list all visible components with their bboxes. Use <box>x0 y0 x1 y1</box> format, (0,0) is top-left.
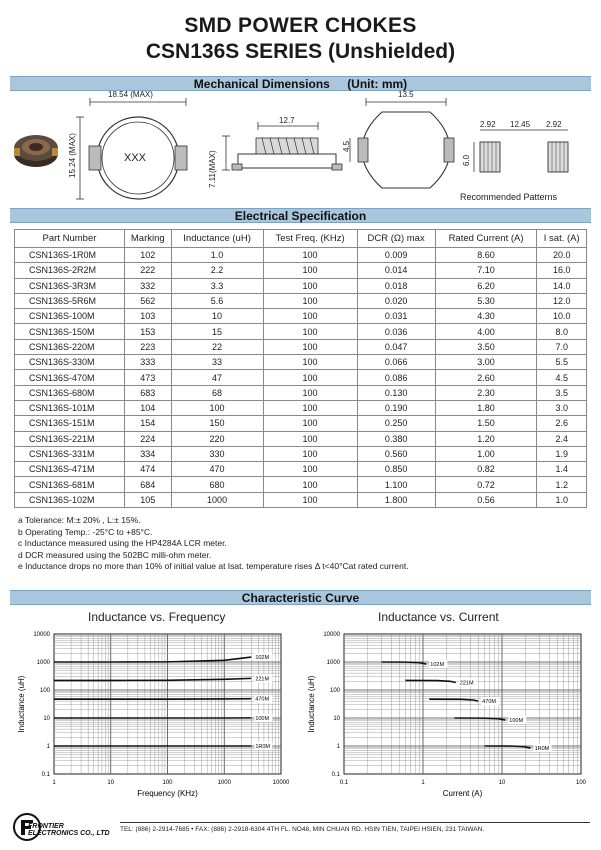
table-cell: 100 <box>263 446 357 461</box>
table-row <box>15 446 587 461</box>
table-cell: 0.380 <box>357 431 435 446</box>
dim-pad-width-2: 2.92 <box>546 120 562 129</box>
y-tick-label: 10000 <box>33 632 50 638</box>
table-cell: 1.0 <box>537 492 587 507</box>
table-cell: 12.0 <box>537 293 587 308</box>
dim-core-width: 12.7 <box>279 116 295 125</box>
table-cell: CSN136S-100M <box>15 309 125 324</box>
table-cell: 4.5 <box>537 370 587 385</box>
table-cell: 104 <box>124 400 171 415</box>
column-header: I sat. (A) <box>537 230 587 248</box>
table-cell: 470 <box>171 462 263 477</box>
table-cell: 4.30 <box>435 309 537 324</box>
table-cell: 7.10 <box>435 263 537 278</box>
table-cell: CSN136S-3R3M <box>15 278 125 293</box>
table-row <box>15 339 587 354</box>
table-cell: 10 <box>171 309 263 324</box>
table-cell: CSN136S-331M <box>15 446 125 461</box>
characteristic-heading: Characteristic Curve <box>241 591 360 605</box>
x-tick-label: 10 <box>498 780 506 786</box>
dim-side-width: 13.5 <box>398 90 414 99</box>
series-label: 100M <box>509 717 524 724</box>
series-label: 102M <box>430 661 445 668</box>
chart-inductance-vs-frequency <box>10 628 295 808</box>
table-cell: 47 <box>171 370 263 385</box>
table-cell: 333 <box>124 355 171 370</box>
table-row <box>15 324 587 339</box>
table-cell: 22 <box>171 339 263 354</box>
y-axis-label: Inductance (uH) <box>307 675 316 733</box>
table-cell: 100 <box>171 400 263 415</box>
table-header-row <box>15 230 587 248</box>
notes-list <box>18 515 409 573</box>
top-view-drawing <box>76 98 187 199</box>
table-cell: 334 <box>124 446 171 461</box>
table-cell: 1.20 <box>435 431 537 446</box>
electrical-band <box>10 208 591 223</box>
mechanical-unit: (Unit: mm) <box>347 77 408 91</box>
table-cell: 100 <box>263 431 357 446</box>
x-tick-label: 10 <box>107 780 115 786</box>
series-label: 1R0M <box>534 745 550 752</box>
note-item: d DCR measured using the 502BC milli-ohm meter. <box>18 549 212 560</box>
table-cell: CSN136S-680M <box>15 385 125 400</box>
table-cell: 0.014 <box>357 263 435 278</box>
table-cell: 100 <box>263 293 357 308</box>
column-header: Test Freq. (KHz) <box>263 230 357 248</box>
chart-inductance-vs-current <box>300 628 595 808</box>
electrical-heading: Electrical Specification <box>234 209 367 223</box>
table-cell: 2.2 <box>171 263 263 278</box>
x-tick-label: 0.1 <box>339 780 349 786</box>
series-label: 1R0M <box>255 744 270 750</box>
table-cell: CSN136S-2R2M <box>15 263 125 278</box>
table-cell: CSN136S-330M <box>15 355 125 370</box>
table-cell: 100 <box>263 248 357 263</box>
table-cell: 100 <box>263 370 357 385</box>
table-row <box>15 416 587 431</box>
table-cell: 0.560 <box>357 446 435 461</box>
table-cell: 222 <box>124 263 171 278</box>
table-row <box>15 309 587 324</box>
table-cell: 0.009 <box>357 248 435 263</box>
y-tick-label: 0.1 <box>331 772 340 778</box>
table-row <box>15 278 587 293</box>
characteristic-band <box>10 590 591 605</box>
table-row <box>15 477 587 492</box>
table-cell: 100 <box>263 416 357 431</box>
table-cell: 0.250 <box>357 416 435 431</box>
table-cell: CSN136S-220M <box>15 339 125 354</box>
table-cell: 150 <box>171 416 263 431</box>
marking-code: XXX <box>124 152 147 164</box>
x-tick-label: 100 <box>575 780 587 786</box>
table-cell: 0.018 <box>357 278 435 293</box>
table-cell: 15 <box>171 324 263 339</box>
table-cell: 473 <box>124 370 171 385</box>
logo-line-2: ELECTRONICS CO., LTD <box>28 830 110 837</box>
table-cell: 8.60 <box>435 248 537 263</box>
table-cell: 7.0 <box>537 339 587 354</box>
chart-title-frequency: Inductance vs. Frequency <box>88 610 226 624</box>
dim-height-max: 15.24 (MAX) <box>68 133 77 178</box>
series-label: 470M <box>482 699 496 706</box>
table-cell: 100 <box>263 278 357 293</box>
table-cell: 68 <box>171 385 263 400</box>
table-cell: 100 <box>263 462 357 477</box>
table-row <box>15 263 587 278</box>
table-cell: 3.0 <box>537 400 587 415</box>
table-cell: 10.0 <box>537 309 587 324</box>
series-line-470M <box>54 699 251 700</box>
table-cell: CSN136S-681M <box>15 477 125 492</box>
table-cell: 4.00 <box>435 324 537 339</box>
table-cell: 1000 <box>171 492 263 507</box>
table-cell: CSN136S-101M <box>15 400 125 415</box>
table-cell: 20.0 <box>537 248 587 263</box>
column-header: Marking <box>124 230 171 248</box>
table-cell: 0.72 <box>435 477 537 492</box>
table-cell: 1.80 <box>435 400 537 415</box>
table-cell: 100 <box>263 263 357 278</box>
table-row <box>15 293 587 308</box>
product-photo-icon <box>14 135 58 167</box>
table-cell: 684 <box>124 477 171 492</box>
y-axis-label: Inductance (uH) <box>17 675 26 733</box>
table-cell: 100 <box>263 477 357 492</box>
plot-area <box>344 634 581 774</box>
table-cell: 330 <box>171 446 263 461</box>
table-body <box>15 248 587 508</box>
table-cell: 223 <box>124 339 171 354</box>
table-cell: 683 <box>124 385 171 400</box>
dim-width-max: 18.54 (MAX) <box>108 90 153 99</box>
table-cell: 0.130 <box>357 385 435 400</box>
y-tick-label: 10 <box>43 716 50 722</box>
column-header: DCR (Ω) max <box>357 230 435 248</box>
table-cell: 2.30 <box>435 385 537 400</box>
spec-table <box>14 229 587 508</box>
table-cell: 0.066 <box>357 355 435 370</box>
table-cell: 0.047 <box>357 339 435 354</box>
x-tick-label: 1000 <box>217 780 231 786</box>
footer-divider <box>120 822 590 823</box>
table-row <box>15 492 587 507</box>
table-cell: 0.031 <box>357 309 435 324</box>
y-tick-label: 1000 <box>326 660 340 666</box>
table-cell: 680 <box>171 477 263 492</box>
table-cell: 154 <box>124 416 171 431</box>
table-row <box>15 248 587 263</box>
table-cell: 1.2 <box>537 477 587 492</box>
table-cell: CSN136S-151M <box>15 416 125 431</box>
table-cell: 474 <box>124 462 171 477</box>
dim-pad-height: 6.0 <box>462 154 471 166</box>
mechanical-heading: Mechanical Dimensions <box>193 77 330 91</box>
table-cell: 100 <box>263 385 357 400</box>
y-tick-label: 10000 <box>323 632 340 638</box>
x-tick-label: 1 <box>52 780 56 786</box>
y-tick-label: 1000 <box>36 660 50 666</box>
table-cell: 3.50 <box>435 339 537 354</box>
column-header: Inductance (uH) <box>171 230 263 248</box>
dim-thickness-max: 7.11(MAX) <box>208 150 217 188</box>
table-row <box>15 462 587 477</box>
y-tick-label: 10 <box>333 716 340 722</box>
table-cell: 2.60 <box>435 370 537 385</box>
y-tick-label: 1 <box>46 744 50 750</box>
table-cell: 2.4 <box>537 431 587 446</box>
table-row <box>15 355 587 370</box>
series-label: 100M <box>255 715 270 722</box>
note-item: c Inductance measured using the HP4284A LCR meter. <box>18 538 227 548</box>
table-cell: 16.0 <box>537 263 587 278</box>
table-cell: 0.190 <box>357 400 435 415</box>
y-tick-label: 1 <box>336 744 340 750</box>
y-tick-label: 100 <box>329 688 340 694</box>
table-cell: CSN136S-471M <box>15 462 125 477</box>
x-axis-label: Frequency (KHz) <box>137 789 198 798</box>
table-cell: 0.850 <box>357 462 435 477</box>
logo-line-1: FRONTIER <box>28 823 64 830</box>
table-cell: 153 <box>124 324 171 339</box>
page-title: SMD POWER CHOKES <box>184 14 417 37</box>
table-cell: 102 <box>124 248 171 263</box>
side-view-drawing <box>222 122 342 170</box>
table-cell: 1.100 <box>357 477 435 492</box>
dim-pad-width: 2.92 <box>480 120 496 129</box>
table-cell: 3.3 <box>171 278 263 293</box>
mechanical-band <box>10 76 591 91</box>
recommended-patterns-label: Recommended Patterns <box>460 192 558 202</box>
table-cell: 220 <box>171 431 263 446</box>
table-cell: CSN136S-102M <box>15 492 125 507</box>
table-cell: 1.800 <box>357 492 435 507</box>
table-row <box>15 400 587 415</box>
y-tick-label: 0.1 <box>41 772 50 778</box>
x-tick-label: 10000 <box>272 780 290 786</box>
series-label: 102M <box>255 655 270 662</box>
note-item: e Inductance drops no more than 10% of initial value at Isat. temperature rises Δ t<40°Cat rated current. <box>18 561 409 571</box>
table-cell: 3.00 <box>435 355 537 370</box>
table-cell: 8.0 <box>537 324 587 339</box>
table-cell: 5.6 <box>171 293 263 308</box>
table-row <box>15 370 587 385</box>
series-title: CSN136S SERIES (Unshielded) <box>145 40 456 63</box>
column-header: Part Number <box>15 230 125 248</box>
y-tick-label: 100 <box>39 688 50 694</box>
table-cell: 100 <box>263 492 357 507</box>
table-cell: 332 <box>124 278 171 293</box>
x-tick-label: 100 <box>162 780 173 786</box>
table-cell: CSN136S-470M <box>15 370 125 385</box>
table-cell: 1.50 <box>435 416 537 431</box>
table-cell: 100 <box>263 400 357 415</box>
note-item: b Operating Temp.: -25°C to +85°C. <box>18 526 153 537</box>
dim-side-height: 4.5 <box>342 140 351 152</box>
table-cell: 3.5 <box>537 385 587 400</box>
table-cell: 2.6 <box>537 416 587 431</box>
table-cell: 5.30 <box>435 293 537 308</box>
table-row <box>15 431 587 446</box>
table-cell: 0.036 <box>357 324 435 339</box>
table-cell: CSN136S-150M <box>15 324 125 339</box>
table-cell: CSN136S-221M <box>15 431 125 446</box>
table-cell: CSN136S-1R0M <box>15 248 125 263</box>
series-label: 221M <box>255 676 270 683</box>
table-cell: 562 <box>124 293 171 308</box>
x-tick-label: 1 <box>421 780 425 786</box>
table-cell: 1.0 <box>171 248 263 263</box>
chart-title-current: Inductance vs. Current <box>378 610 499 624</box>
x-axis-label: Current (A) <box>442 789 483 798</box>
recommended-pattern-drawing <box>474 130 568 172</box>
table-row <box>15 385 587 400</box>
series-label: 470M <box>255 696 270 703</box>
table-cell: 100 <box>263 309 357 324</box>
table-cell: 0.82 <box>435 462 537 477</box>
table-cell: 224 <box>124 431 171 446</box>
table-cell: 1.9 <box>537 446 587 461</box>
footer-contact: TEL: (886) 2-2914-7685 • FAX: (886) 2-2918-6304 4TH FL. NO48, MIN CHUAN RD. HSIN TIEN, TAIPEI HSIEN, 231 TAIWAN. <box>120 826 485 833</box>
bottom-view-drawing <box>350 98 454 188</box>
dim-pad-gap: 12.45 <box>510 120 531 129</box>
table-cell: 33 <box>171 355 263 370</box>
table-cell: 105 <box>124 492 171 507</box>
table-cell: 103 <box>124 309 171 324</box>
note-item: a Tolerance: M:± 20% , L:± 15%. <box>18 515 141 525</box>
table-cell: 0.56 <box>435 492 537 507</box>
series-label: 221M <box>459 680 474 687</box>
table-cell: CSN136S-5R6M <box>15 293 125 308</box>
column-header: Rated Current (A) <box>435 230 537 248</box>
table-cell: 6.20 <box>435 278 537 293</box>
table-cell: 100 <box>263 355 357 370</box>
table-cell: 100 <box>263 339 357 354</box>
table-cell: 1.4 <box>537 462 587 477</box>
table-cell: 0.020 <box>357 293 435 308</box>
table-cell: 0.086 <box>357 370 435 385</box>
table-cell: 14.0 <box>537 278 587 293</box>
table-cell: 1.00 <box>435 446 537 461</box>
table-cell: 100 <box>263 324 357 339</box>
table-cell: 5.5 <box>537 355 587 370</box>
